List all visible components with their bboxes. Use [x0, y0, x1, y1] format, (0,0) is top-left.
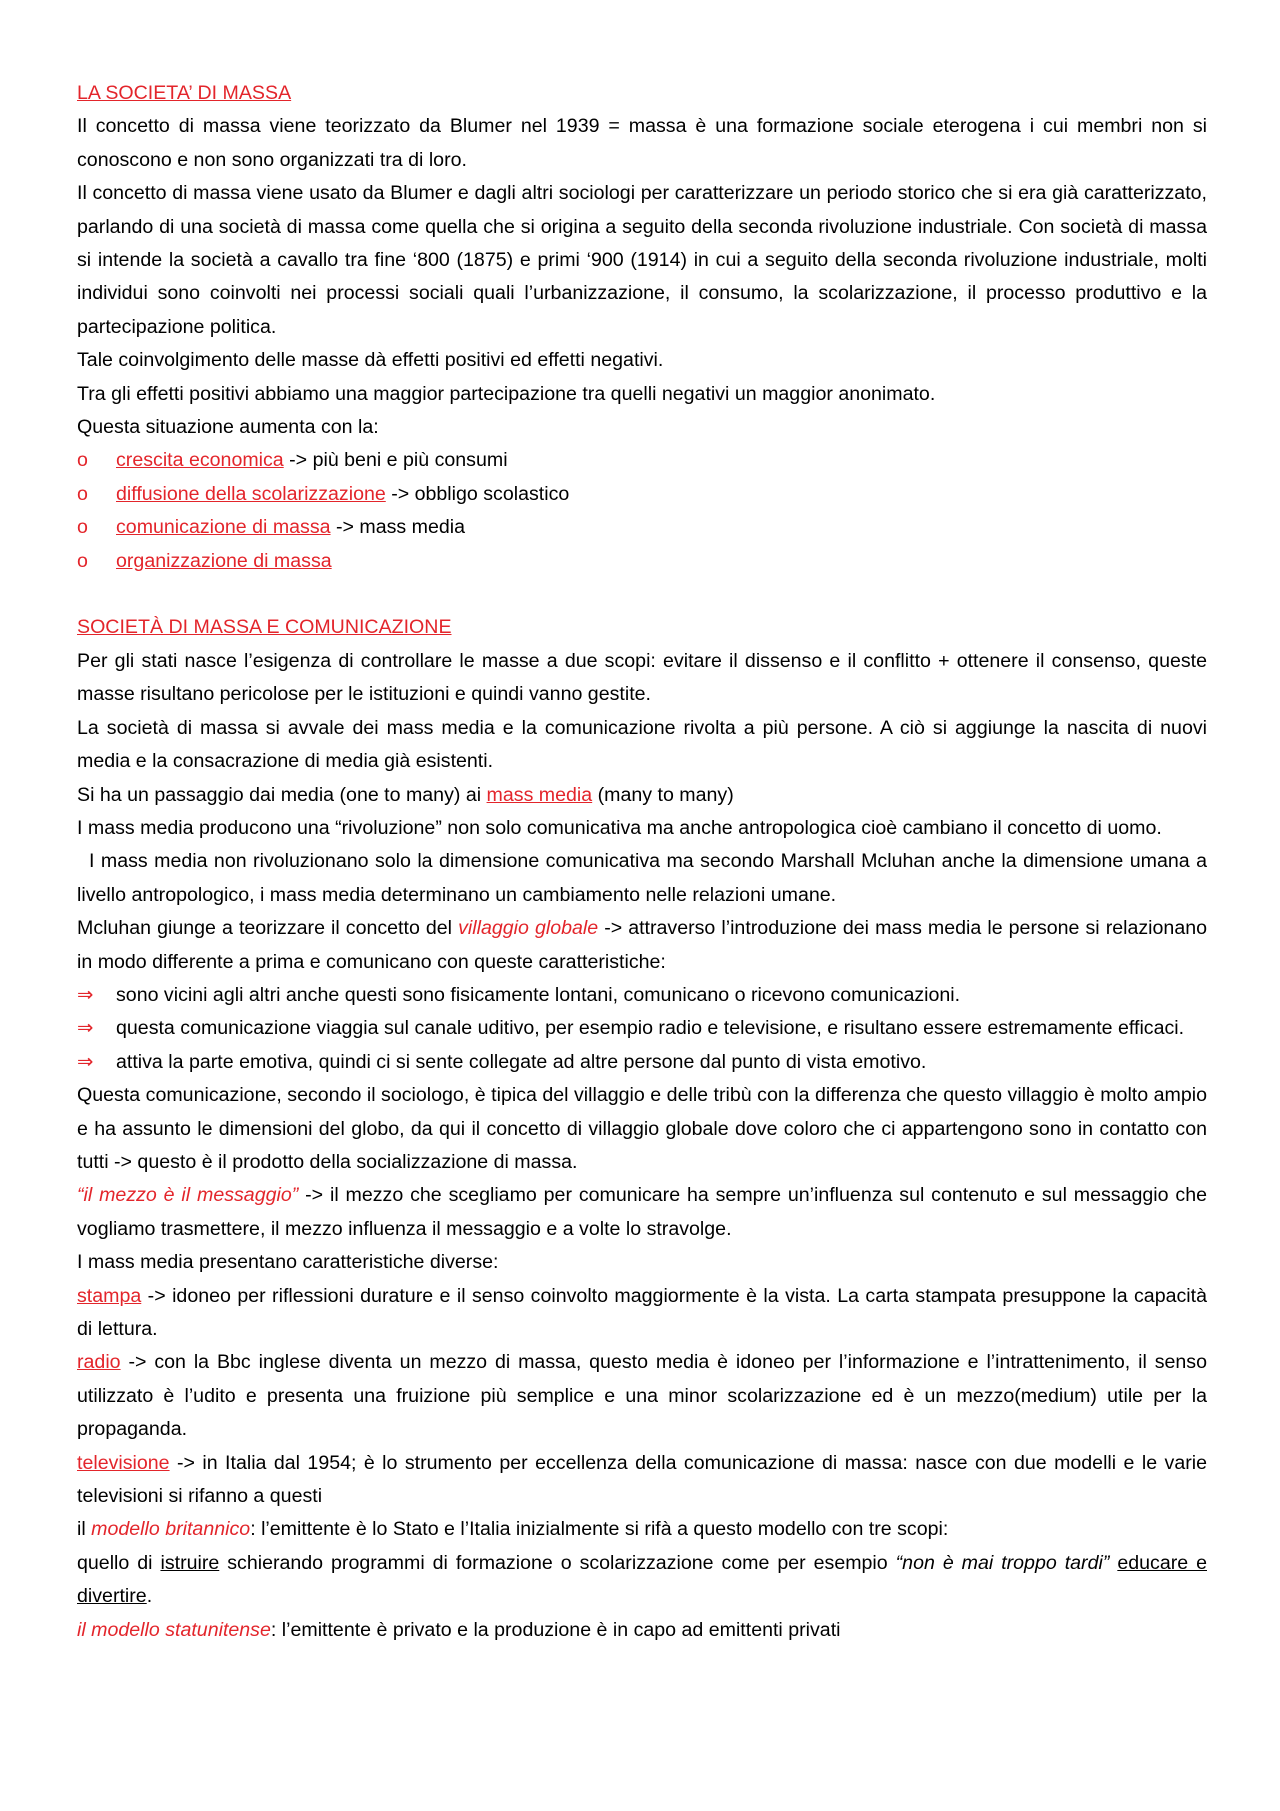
paragraph [77, 1179, 1207, 1246]
text-run: -> idoneo per riflessioni durature e il senso coinvolto maggiormente è la vista. La carta stampata presuppone la capacità di lettura. [77, 1284, 1207, 1341]
paragraph: Questa situazione aumenta con la: [77, 416, 379, 439]
paragraph [77, 1280, 1207, 1347]
term-radio: radio [77, 1351, 121, 1374]
arrow-right-icon: ⇒ [77, 1017, 94, 1040]
text-run: (many to many) [592, 783, 734, 806]
paragraph [77, 1547, 1207, 1614]
term-istruire: istruire [160, 1551, 220, 1574]
list-text: -> mass media [330, 516, 466, 539]
term-mass-media: mass media [486, 783, 593, 806]
list-text: questa comunicazione viaggia sul canale uditivo, per esempio radio e televisione, e risultano essere estremamente efficaci. [116, 1017, 1185, 1040]
circle-bullet-icon: o [77, 449, 88, 472]
list-text: attiva la parte emotiva, quindi ci si sente collegate ad altre persone dal punto di vista emotivo. [116, 1050, 927, 1073]
list-item [77, 1012, 1207, 1045]
paragraph: Tra gli effetti positivi abbiamo una maggior partecipazione tra quelli negativi un maggior anonimato. [77, 382, 936, 405]
list-text: sono vicini agli altri anche questi sono fisicamente lontani, comunicano o ricevono comunicazioni. [116, 983, 961, 1006]
list-term: diffusione della scolarizzazione [116, 482, 386, 505]
list-text: -> obbligo scolastico [385, 482, 570, 505]
list-term: comunicazione di massa [116, 516, 331, 539]
term-stampa: stampa [77, 1284, 142, 1307]
text-run: Si ha un passaggio dai media (one to many) ai [77, 783, 487, 806]
list-term: organizzazione di massa [116, 549, 332, 572]
circle-bullet-icon: o [77, 516, 88, 539]
paragraph: Tale coinvolgimento delle masse dà effetti positivi ed effetti negativi. [77, 349, 664, 372]
list-text: -> più beni e più consumi [283, 449, 508, 472]
quote-non-e-mai-troppo-tardi: “non è mai troppo tardi” [895, 1551, 1110, 1574]
paragraph [77, 779, 1207, 812]
paragraph: Questa comunicazione, secondo il sociologo, è tipica del villaggio e delle tribù con la differenza che questo villaggio è molto ampio e ha assunto le dimensioni del globo, da qui il concetto di villaggio globale dove coloro che ci appartengono sono in contatto con tutti -> questo è il prodotto della socializzazione di massa. [77, 1084, 1207, 1173]
term-educare-divertire: educare e divertire [77, 1551, 1207, 1608]
arrow-list [77, 979, 1207, 1079]
paragraph: Il concetto di massa viene teorizzato da Blumer nel 1939 = massa è una formazione sociale eterogena i cui membri non si conoscono e non sono organizzati tra di loro. [77, 115, 1207, 171]
term-modello-statunitense: il modello statunitense [77, 1618, 271, 1641]
section-heading: LA SOCIETA’ DI MASSA [77, 82, 292, 104]
spacer [77, 578, 1207, 611]
term-modello-britannico: modello britannico [91, 1518, 251, 1541]
paragraph [77, 1346, 1207, 1446]
circle-bullet-icon: o [77, 549, 88, 572]
arrow-right-icon: ⇒ [77, 983, 94, 1006]
list-item [77, 478, 1207, 511]
paragraph: I mass media producono una “rivoluzione” non solo comunicativa ma anche antropologica cioè cambiano il concetto di uomo. [77, 816, 1162, 839]
term-villaggio-globale: villaggio globale [458, 917, 599, 940]
list-item [77, 1046, 1207, 1079]
paragraph [77, 1513, 1207, 1546]
text-run: : l’emittente è lo Stato e l’Italia inizialmente si rifà a questo modello con tre scopi: [250, 1518, 949, 1541]
text-run: -> in Italia dal 1954; è lo strumento per eccellenza della comunicazione di massa: nasce con due modelli e le varie televisioni si rifanno a questi [77, 1451, 1207, 1508]
paragraph: I mass media presentano caratteristiche diverse: [77, 1251, 499, 1274]
text-run: Mcluhan giunge a teorizzare il concetto del [77, 917, 459, 940]
paragraph [77, 912, 1207, 979]
text-run: -> con la Bbc inglese diventa un mezzo di massa, questo media è idoneo per l’informazione e l’intrattenimento, il senso utilizzato è l’udito e presenta una fruizione più semplice e una minor scolarizzazione ed è un mezzo(medium) utile per la propaganda. [77, 1351, 1207, 1441]
bullet-list [77, 444, 1207, 578]
text-run: -> il mezzo che scegliamo per comunicare ha sempre un’influenza sul contenuto e sul messaggio che vogliamo trasmettere, il mezzo influenza il messaggio e a volte lo stravolge. [77, 1184, 1207, 1240]
term-televisione: televisione [77, 1451, 170, 1474]
text-run: quello di [77, 1551, 161, 1574]
paragraph [77, 1447, 1207, 1514]
text-run: . [146, 1585, 153, 1608]
paragraph: Il concetto di massa viene usato da Blumer e dagli altri sociologi per caratterizzare un periodo storico che si era già caratterizzato, parlando di una società di massa come quella che si origina a seguito della seconda rivoluzione industriale. Con società di massa si intende la società a cavallo tra fine ‘800 (1875) e primi ‘900 (1914) in cui a seguito della seconda rivoluzione industriale, molti individui sono coinvolti nei processi sociali quali l’urbanizzazione, il consumo, la scolarizzazione, il processo produttivo e la partecipazione politica. [77, 182, 1207, 338]
arrow-right-icon: ⇒ [77, 1050, 94, 1073]
paragraph [77, 1614, 1207, 1647]
section-heading: SOCIETÀ DI MASSA E COMUNICAZIONE [77, 616, 452, 639]
list-item [77, 444, 1207, 477]
quote-mezzo-messaggio: “il mezzo è il messaggio” [77, 1184, 299, 1207]
text-run: -> attraverso l’introduzione dei mass media le persone si relazionano in modo differente a prima e comunicano con queste caratteristiche: [77, 917, 1208, 973]
circle-bullet-icon: o [77, 482, 88, 505]
list-item [77, 545, 1207, 578]
paragraph: Per gli stati nasce l’esigenza di controllare le masse a due scopi: evitare il dissenso e il conflitto + ottenere il consenso, queste masse risultano pericolose per le istituzioni e quindi vanno gestite. [77, 649, 1207, 706]
text-run: il [77, 1518, 92, 1541]
paragraph: I mass media non rivoluzionano solo la dimensione comunicativa ma secondo Marshall Mcluhan anche la dimensione umana a livello antropologico, i mass media determinano un cambiamento nelle relazioni umane. [77, 850, 1207, 906]
list-term: crescita economica [116, 449, 284, 472]
paragraph: La società di massa si avvale dei mass media e la comunicazione rivolta a più persone. A ciò si aggiunge la nascita di nuovi media e la consacrazione di media già esistenti. [77, 716, 1207, 773]
list-item [77, 979, 1207, 1012]
list-item [77, 511, 1207, 544]
text-run: schierando programmi di formazione o scolarizzazione come per esempio [219, 1551, 896, 1574]
text-run: : l’emittente è privato e la produzione è in capo ad emittenti privati [270, 1618, 841, 1641]
